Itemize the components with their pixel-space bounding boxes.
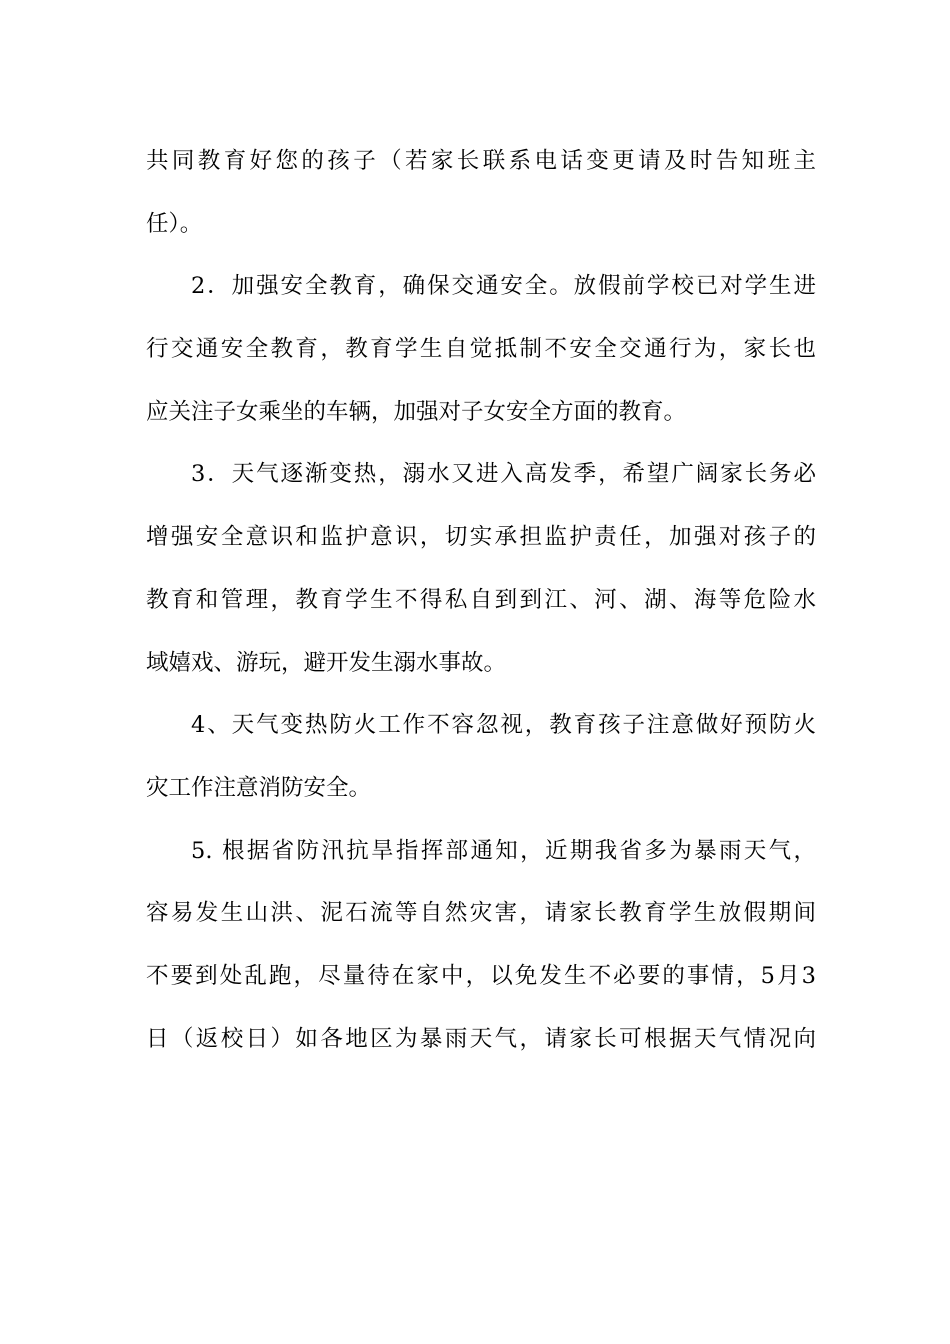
document-body [146,130,816,1070]
text-line: 域嬉戏、游玩，避开发生溺水事故。 [146,649,507,676]
paragraph-5-first-line: 5. 根据省防汛抗旱指挥部通知，近期我省多为暴雨天气， [191,837,816,864]
text-line: 教育和管理，教育学生不得私自到到江、河、湖、海等危险水 [146,586,816,613]
text-line: 共同教育好您的孩子（若家长联系电话变更请及时告知班主 [146,148,816,174]
text-line: 日（返校日）如各地区为暴雨天气，请家长可根据天气情况向 [146,1025,816,1052]
text-line: 增强安全意识和监护意识，切实承担监护责任，加强对孩子的 [146,524,816,551]
text-line: 不要到处乱跑，尽量待在家中，以免发生不必要的事情，5月3 [146,962,816,989]
paragraph-4-first-line: 4、天气变热防火工作不容忽视，教育孩子注意做好预防火 [191,712,816,739]
paragraph-3-first-line: 3．天气逐渐变热，溺水又进入高发季，希望广阔家长务必 [191,461,816,488]
text-line: 应关注子女乘坐的车辆，加强对子女安全方面的教育。 [146,398,687,425]
text-line: 任）。 [146,210,203,237]
text-line: 容易发生山洪、泥石流等自然灾害，请家长教育学生放假期间 [146,900,816,927]
text-line: 灾工作注意消防安全。 [146,774,372,801]
paragraph-2-first-line: 2．加强安全教育，确保交通安全。放假前学校已对学生进 [191,273,816,300]
text-line: 行交通安全教育，教育学生自觉抵制不安全交通行为，家长也 [146,336,816,363]
